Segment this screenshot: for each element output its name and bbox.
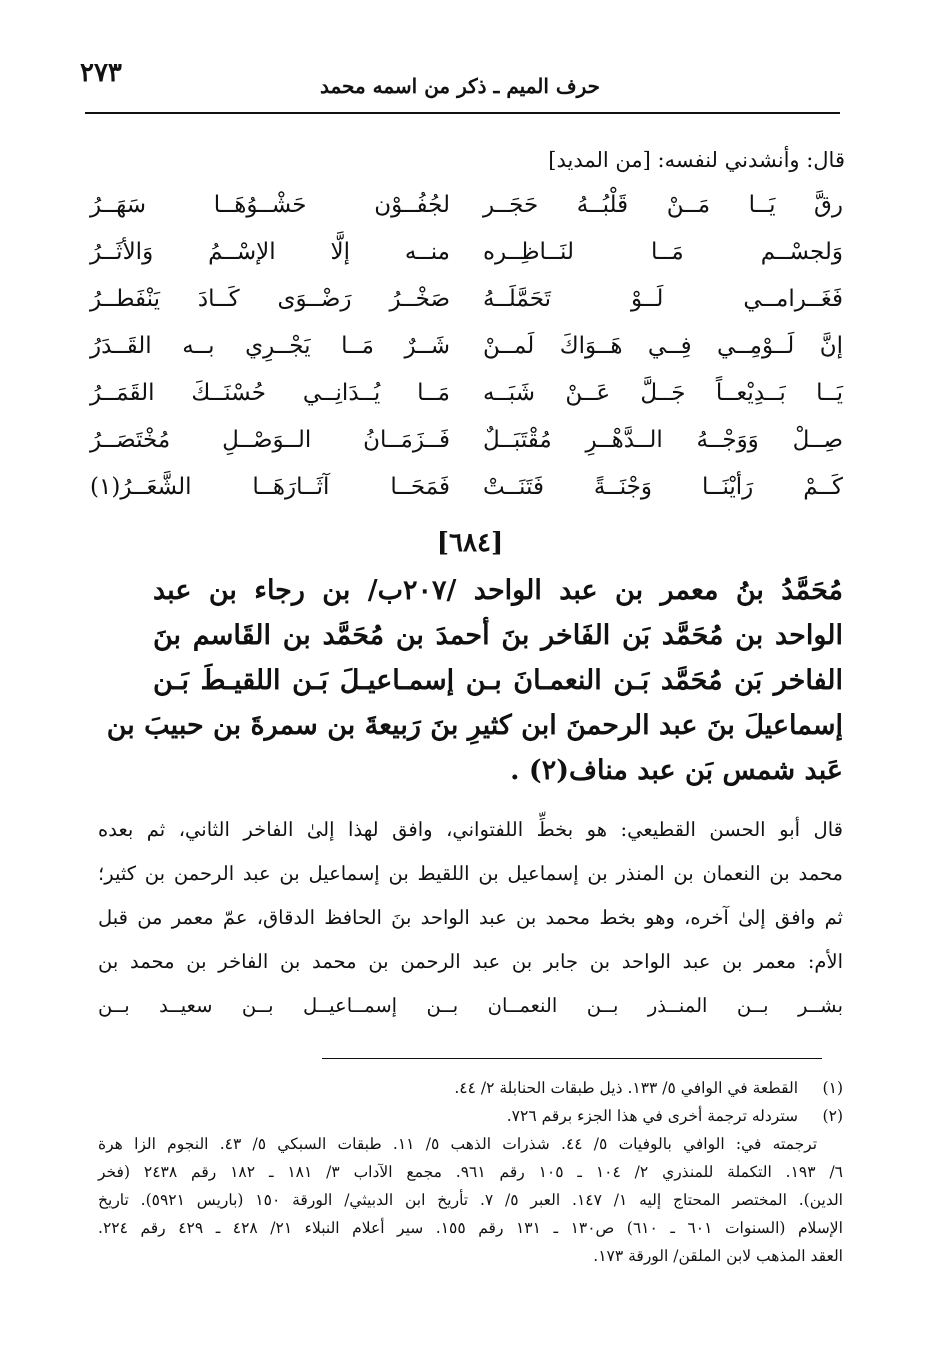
footnote-continuation-line: العقد المذهب لابن الملقن/ الورقة ١٧٣. <box>593 1247 843 1265</box>
verse-hemistich: يَــا بَــدِيْعــاً جَــلَّ عَــنْ شَبَــه <box>483 380 843 406</box>
page-number: ٢٧٣ <box>80 58 122 88</box>
commentary-line: قال أبو الحسن القطيعي: هو بخطِّ اللفتواني، وافق لهذا إلىٰ الفاخر الثاني، ثم بعده <box>98 818 843 841</box>
verse-hemistich: كَــمْ رَأيْنَــا وَجْنَــةً فَتَنَــتْ <box>483 474 843 500</box>
entry-name-line: عَبد شمس بَن عبد مناف(٢) . <box>510 755 843 786</box>
verse-hemistich: إنَّ لَــوْمِــي فِــي هَــوَاكَ لَمــنْ <box>483 333 843 359</box>
verse-hemistich: رقَّ يَــا مَــنْ قَلْبُــهُ حَجَــر <box>483 192 843 218</box>
footnote-continuation-line: ٦/ ١٩٣. التكملة للمنذري ٢/ ١٠٤ ـ ١٠٥ رقم ٩٦١. مجمع الآداب ٣/ ١٨١ ـ ١٨٢ رقم ٢٤٣٨ (فخر <box>98 1163 843 1181</box>
verse-hemistich: فَــزَمَــانُ الــوَصْــلِ مُخْتَصَــرُ <box>90 427 450 453</box>
footnote-continuation-line: الإسلام (السنوات ٦٠١ ـ ٦١٠) ص١٣٠ ـ ١٣١ رقم ١٥٥. سير أعلام النبلاء ٢١/ ٤٢٨ ـ ٤٢٩ رقم ٢٢٤. <box>98 1219 843 1237</box>
verse-hemistich: مَــا يُــدَانِــي حُسْنَــكَ القَمَــرُ <box>90 380 450 406</box>
verse-hemistich: شَــرٌ مَــا يَجْــرِي بــه القَــدَرُ <box>90 333 450 359</box>
verse-hemistich: لجُفُــوْن حَشْــوُهَــا سَهَــرُ <box>90 192 450 218</box>
verse-hemistich: وَلجسْــم مَــا لنَــاظِــره <box>483 239 843 265</box>
commentary-line: محمد بن النعمان بن المنذر بن إسماعيل بن اللقيط بن إسماعيل بن عبد الرحمن بن كثير؛ <box>98 862 843 885</box>
commentary-line: بشــر بــن المنــذر بــن النعمــان بــن إسمــاعيــل بــن سعيــد بــن <box>98 994 843 1017</box>
footnote-item <box>98 1102 843 1130</box>
entry-name-line: مُحَمَّدُ بنُ معمر بن عبد الواحد /٢٠٧ب/ بن رجاء بن عبد <box>153 575 843 606</box>
footnote-continuation-line: الدين). المختصر المحتاج إليه ١/ ١٤٧. العبر ٥/ ٧. تأريخ ابن الدبيثي/ الورقة ١٥٠ (باريس ٥٩٢١). تاريخ <box>98 1191 843 1209</box>
verse-hemistich: صِــلْ وَوَجْــهُ الــدَّهْــرِ مُقْتَبَــلٌ <box>483 427 843 453</box>
commentary-paragraph <box>98 808 843 1028</box>
poem-intro: قال: وأنشدني لنفسه: [من المديد] <box>548 148 845 172</box>
footnote-mark: (٢) <box>822 1107 843 1125</box>
footnote-text: القطعة في الوافي ٥/ ١٣٣. ذيل طبقات الحنابلة ٢/ ٤٤. <box>454 1079 798 1097</box>
entry-number: [٦٨٤] <box>436 528 504 558</box>
footnotes <box>98 1074 843 1270</box>
verse-hemistich: فَغَــرامــي لَــوْ تَحَمَّلَــهُ <box>483 286 843 312</box>
footnote-item <box>98 1074 843 1102</box>
footnote-rule <box>322 1058 822 1059</box>
entry-name-line: الواحد بن مُحَمَّد بَن الفَاخر بنَ أحمدَ بن مُحَمَّد بن القَاسم بنَ <box>153 620 843 651</box>
verse-hemistich: صَخْــرُ رَضْــوَى كَــادَ يَنْفَطــرُ <box>90 286 450 312</box>
footnote-continuation-line: ترجمته في: الوافي بالوفيات ٥/ ٤٤. شذرات الذهب ٥/ ١١. طبقات السبكي ٥/ ٤٣. النجوم الزا هرة <box>98 1135 818 1153</box>
commentary-line: ثم وافق إلىٰ آخره، وهو بخط محمد بن عبد الواحد بنَ الحافظ الدقاق، عمّ معمر من قبل <box>98 906 843 929</box>
footnote-text: ستردله ترجمة أخرى في هذا الجزء برقم ٧٢٦. <box>506 1107 798 1125</box>
entry-name-line: إسماعيلَ بنَ عبد الرحمنَ ابن كثيرِ بنَ رَبيعةَ بن سمرةَ بن حبيبَ بن <box>106 710 843 741</box>
verse-hemistich: منــه إلَّا الإسْــمُ وَالأثَــرُ <box>90 239 450 265</box>
entry-name-line: الفاخر بَن مُحَمَّد بَـن النعمـانَ بـن إسمـاعيـلَ بَـن اللقيـطَ بَـن <box>153 665 843 696</box>
footnote-mark: (١) <box>822 1079 843 1097</box>
poem-left-column <box>90 182 450 511</box>
header-rule <box>85 112 840 114</box>
commentary-line: الأم: معمر بن عبد الواحد بن جابر بن عبد الرحمن بن محمد بن الفاخر بن محمد بن <box>98 950 843 973</box>
verse-hemistich: فَمَحَــا آثَــارَهَــا الشَّعَــرُ(١) <box>90 474 450 500</box>
running-head: حرف الميم ـ ذكر من اسمه محمد <box>319 74 600 98</box>
poem-right-column <box>483 182 843 511</box>
entry-name-heading <box>106 568 843 793</box>
